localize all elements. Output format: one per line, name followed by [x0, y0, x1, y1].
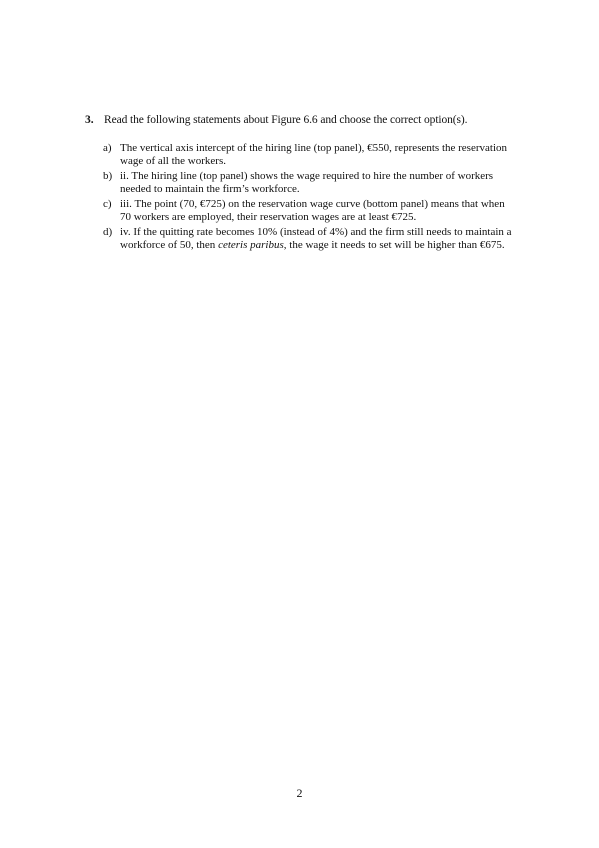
option-a [103, 142, 515, 168]
question-3 [85, 113, 515, 254]
page-number: 2 [296, 786, 303, 800]
question-prompt: Read the following statements about Figure 6.6 and choose the correct option(s). [104, 114, 468, 126]
option-text: iii. The point (70, €725) on the reservation wage curve (bottom panel) means that when 70 workers are employed, their reservation wages are at least €725. [120, 197, 505, 224]
option-b [103, 170, 515, 196]
option-letter: c) [103, 197, 112, 210]
option-letter: d) [103, 225, 113, 238]
option-c [103, 198, 515, 224]
option-text-before: iv. If the quitting rate becomes 10% (instead of 4%) and the firm still needs to maintain a workforce of 50, then [120, 225, 512, 251]
option-text-italic: ceteris paribus [218, 238, 284, 251]
option-text: The vertical axis intercept of the hiring line (top panel), €550, represents the reservation wage of all the workers. [120, 142, 507, 168]
option-text [120, 226, 515, 252]
option-list [85, 142, 515, 252]
option-d [103, 226, 515, 252]
option-letter: a) [103, 142, 112, 154]
option-letter: b) [103, 169, 113, 182]
option-text-after: , the wage it needs to set will be higher than €675. [283, 238, 505, 251]
question-number: 3. [85, 114, 94, 126]
option-text: ii. The hiring line (top panel) shows the wage required to hire the number of workers needed to maintain the firm’s workforce. [120, 169, 494, 196]
question-header [85, 113, 515, 128]
